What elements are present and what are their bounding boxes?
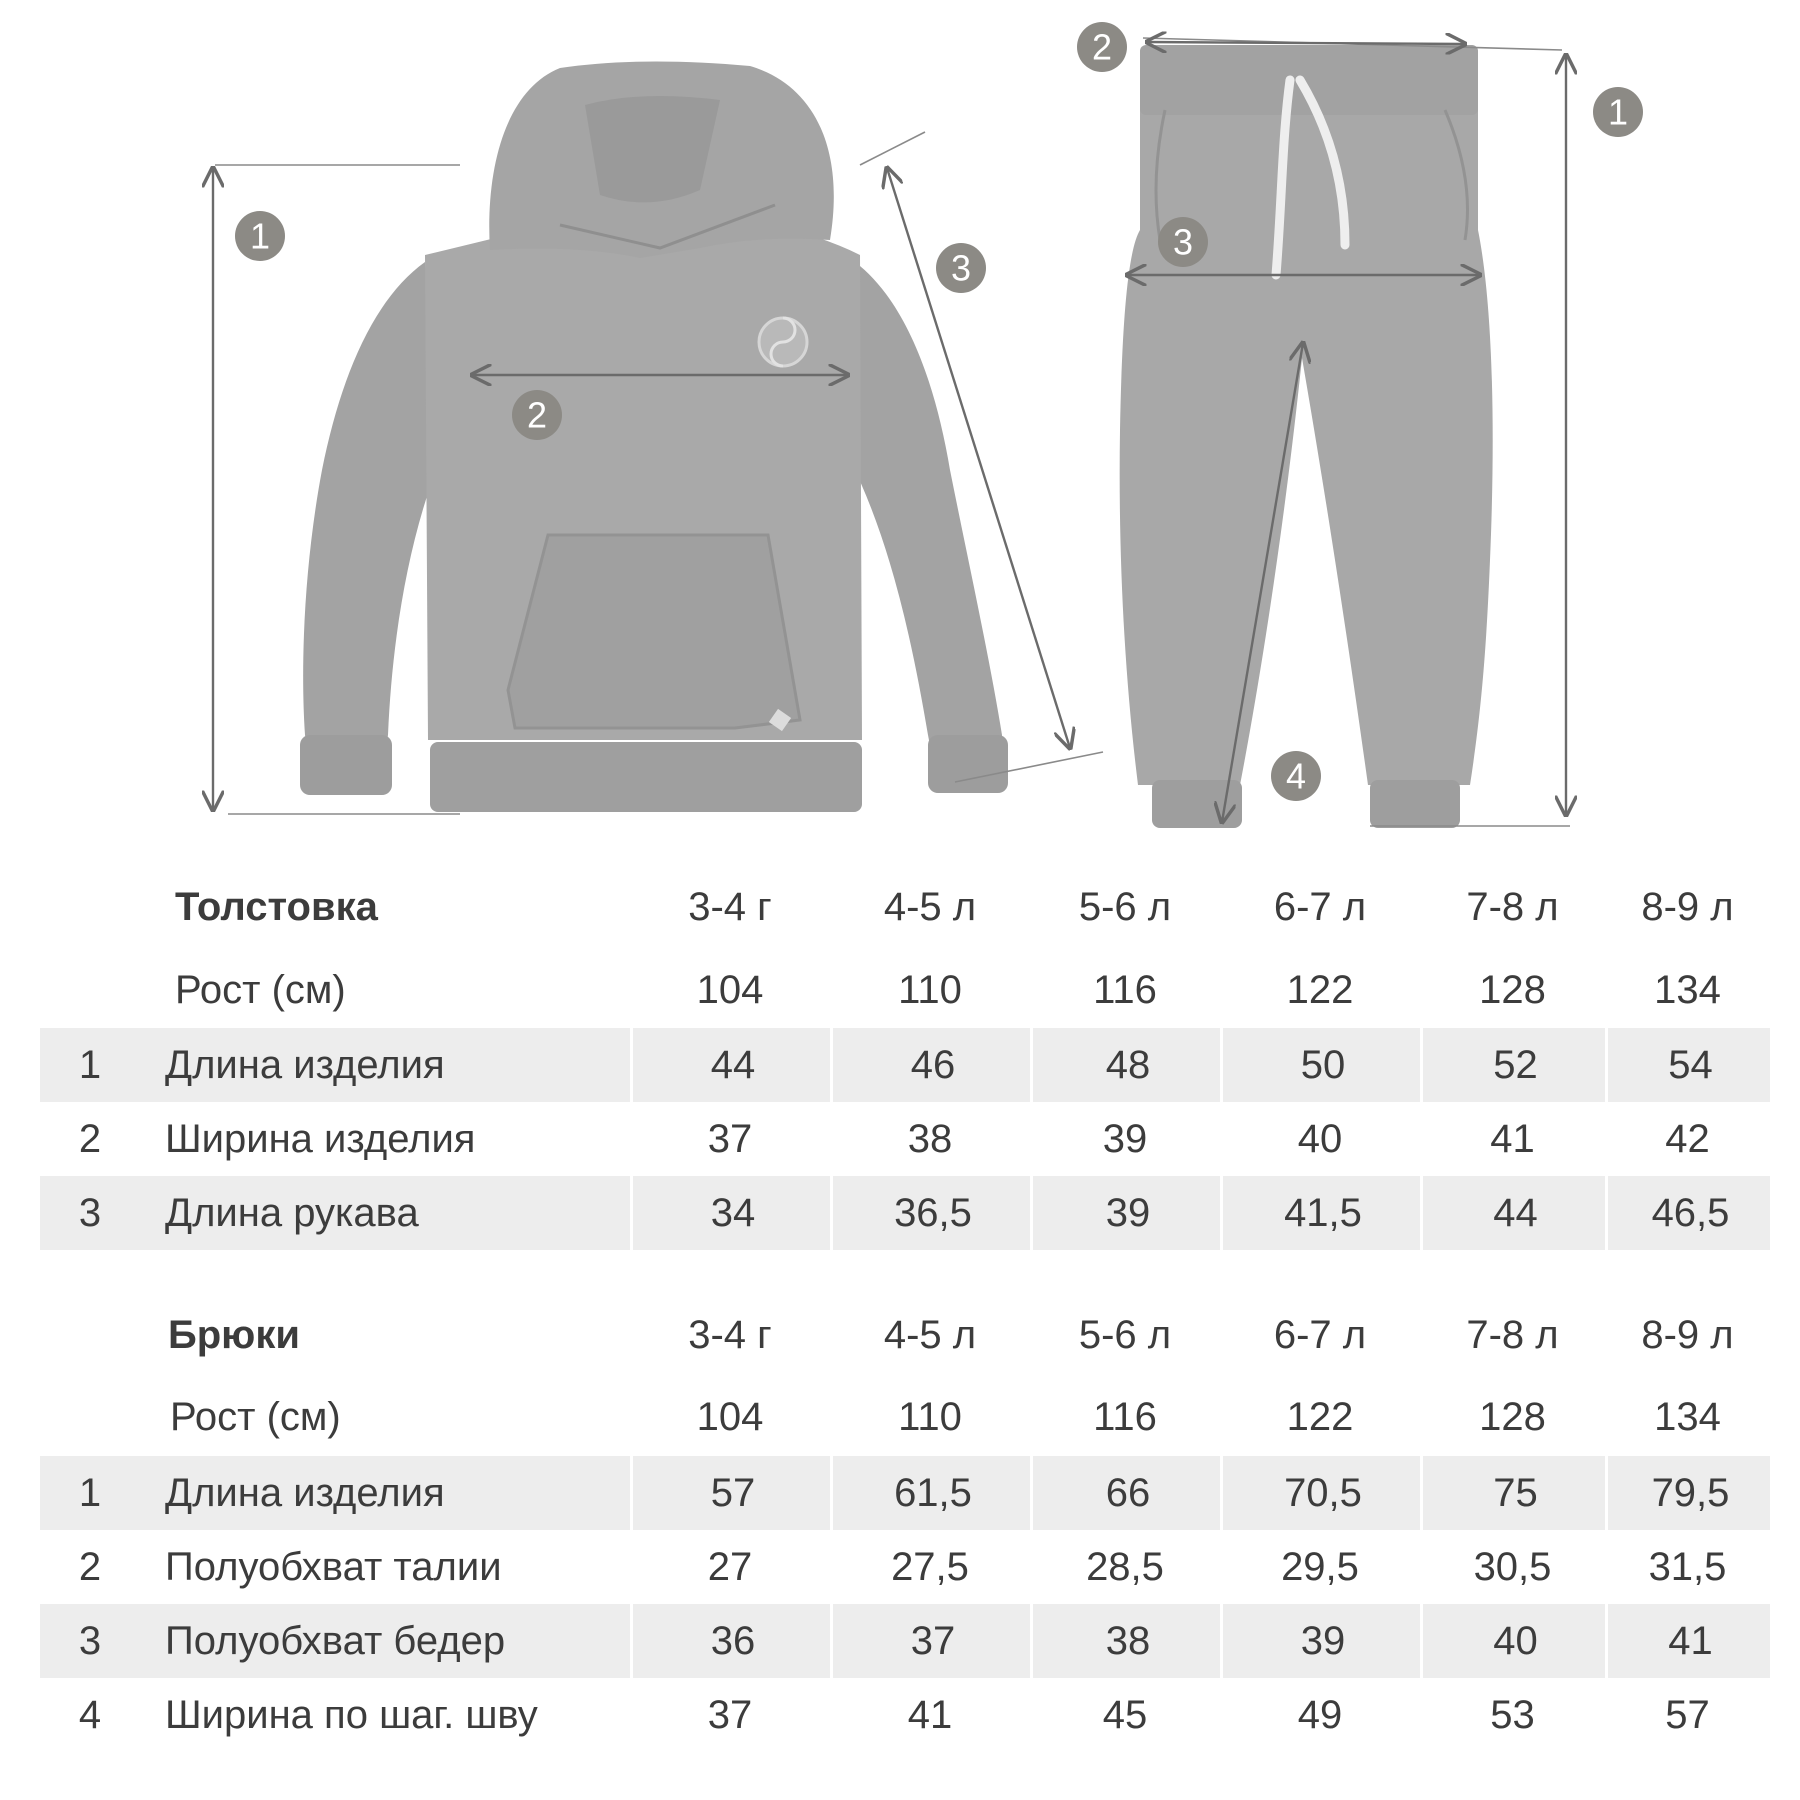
pants-marker-1 — [1593, 87, 1643, 137]
pants-marker-3 — [1158, 217, 1208, 267]
table-cell: 70,5 — [1220, 1456, 1423, 1530]
pants-marker-4 — [1271, 751, 1321, 801]
table-cell: 39 — [1102, 1117, 1148, 1161]
table-cell: 44 — [1420, 1176, 1608, 1250]
hoodie-right-cuff — [928, 735, 1008, 793]
row-label: Ширина по шаг. шву — [165, 1693, 538, 1737]
height-value: 134 — [1654, 968, 1721, 1012]
table-cell: 41 — [1605, 1604, 1773, 1678]
svg-text:2: 2 — [526, 394, 548, 436]
table-cell: 54 — [1605, 1028, 1773, 1102]
pants-waist-line — [1147, 42, 1465, 44]
size-header: 3-4 г — [688, 1313, 772, 1357]
table-cell: 36 — [630, 1604, 833, 1678]
table-cell: 37 — [707, 1117, 753, 1161]
table-cell: 29,5 — [1281, 1545, 1359, 1589]
height-value: 128 — [1479, 1395, 1546, 1439]
hoodie-illustration — [300, 61, 1008, 812]
svg-text:3: 3 — [950, 247, 972, 289]
hoodie-hem — [430, 742, 862, 812]
height-value: 104 — [696, 968, 764, 1012]
table-row — [40, 1604, 1770, 1678]
pants-size-table — [40, 1298, 1770, 1768]
size-header: 5-6 л — [1078, 885, 1172, 929]
hoodie-left-cuff — [300, 735, 392, 795]
size-header: 6-7 л — [1273, 1313, 1367, 1357]
table-cell: 30,5 — [1473, 1545, 1552, 1589]
size-header: 3-4 г — [688, 885, 772, 929]
svg-text:3: 3 — [1172, 221, 1194, 263]
table-cell: 79,5 — [1605, 1456, 1773, 1530]
hoodie-right-sleeve — [850, 262, 1004, 793]
table-cell: 38 — [1030, 1604, 1223, 1678]
table-cell: 49 — [1297, 1693, 1343, 1737]
row-label: Длина рукава — [165, 1191, 419, 1235]
table-cell: 53 — [1490, 1693, 1535, 1737]
table-row — [40, 1102, 1770, 1176]
hoodie-height-row — [40, 953, 1770, 1027]
table-cell: 27,5 — [891, 1545, 969, 1589]
hoodie-marker-3 — [936, 243, 986, 293]
table-cell: 45 — [1102, 1693, 1148, 1737]
table-cell: 57 — [1665, 1693, 1710, 1737]
table-cell: 39 — [1030, 1176, 1223, 1250]
row-label: Ширина изделия — [165, 1117, 476, 1161]
row-label: Длина изделия — [165, 1043, 445, 1087]
table-cell: 31,5 — [1648, 1545, 1727, 1589]
svg-text:1: 1 — [249, 215, 271, 257]
table-cell: 40 — [1297, 1117, 1343, 1161]
table-cell: 52 — [1420, 1028, 1608, 1102]
row-number: 1 — [78, 1043, 102, 1087]
row-number: 2 — [78, 1545, 102, 1589]
size-header: 4-5 л — [883, 1313, 977, 1357]
table-cell: 57 — [630, 1456, 833, 1530]
table-cell: 66 — [1030, 1456, 1223, 1530]
table-cell: 46 — [830, 1028, 1033, 1102]
svg-text:2: 2 — [1091, 26, 1113, 68]
pants-header-row — [40, 1298, 1770, 1372]
height-value: 134 — [1654, 1395, 1721, 1439]
table-cell: 41 — [1490, 1117, 1535, 1161]
pants-body — [1120, 95, 1493, 785]
table-cell: 38 — [907, 1117, 953, 1161]
height-value: 128 — [1479, 968, 1546, 1012]
table-cell: 28,5 — [1086, 1545, 1164, 1589]
size-header: 4-5 л — [883, 885, 977, 929]
table-cell: 61,5 — [830, 1456, 1033, 1530]
row-number: 1 — [78, 1471, 102, 1515]
table-row — [40, 1456, 1770, 1530]
pants-table-title: Брюки — [168, 1313, 300, 1357]
row-number: 3 — [78, 1191, 102, 1235]
table-cell: 42 — [1665, 1117, 1710, 1161]
hoodie-marker-1 — [235, 211, 285, 261]
table-cell: 46,5 — [1605, 1176, 1773, 1250]
pants-height-row — [40, 1380, 1770, 1454]
hoodie-header-row — [40, 870, 1770, 944]
row-number: 4 — [78, 1693, 102, 1737]
table-cell: 40 — [1420, 1604, 1608, 1678]
svg-text:1: 1 — [1607, 91, 1629, 133]
table-cell: 44 — [630, 1028, 833, 1102]
table-row — [40, 1028, 1770, 1102]
table-cell: 75 — [1420, 1456, 1608, 1530]
pants-marker-2 — [1077, 22, 1127, 72]
size-header: 8-9 л — [1641, 885, 1734, 929]
pants-illustration — [1120, 45, 1493, 828]
height-value: 122 — [1286, 968, 1354, 1012]
height-label: Рост (см) — [170, 1395, 341, 1439]
table-row — [40, 1678, 1770, 1752]
height-value: 110 — [898, 968, 962, 1012]
table-row — [40, 1176, 1770, 1250]
hoodie-size-table — [40, 870, 1770, 1260]
size-header: 6-7 л — [1273, 885, 1367, 929]
height-label: Рост (см) — [175, 968, 346, 1012]
size-header: 7-8 л — [1466, 885, 1559, 929]
table-cell: 41 — [907, 1693, 953, 1737]
table-cell: 37 — [830, 1604, 1033, 1678]
height-value: 104 — [696, 1395, 764, 1439]
height-value: 116 — [1093, 968, 1157, 1012]
size-header: 7-8 л — [1466, 1313, 1559, 1357]
table-cell: 37 — [707, 1693, 753, 1737]
row-number: 3 — [78, 1619, 102, 1663]
table-cell: 27 — [707, 1545, 753, 1589]
size-header: 5-6 л — [1078, 1313, 1172, 1357]
hoodie-table-title: Толстовка — [175, 885, 378, 929]
svg-text:4: 4 — [1285, 755, 1307, 797]
table-cell: 39 — [1220, 1604, 1423, 1678]
height-value: 110 — [898, 1395, 962, 1439]
height-value: 122 — [1286, 1395, 1354, 1439]
hoodie-hood-inner — [585, 96, 720, 202]
table-row — [40, 1530, 1770, 1604]
garment-illustration — [0, 0, 1800, 840]
hoodie-pocket — [508, 535, 800, 728]
table-cell: 36,5 — [830, 1176, 1033, 1250]
table-cell: 41,5 — [1220, 1176, 1423, 1250]
pants-right-cuff — [1370, 780, 1460, 828]
row-label: Длина изделия — [165, 1471, 445, 1515]
table-cell: 50 — [1220, 1028, 1423, 1102]
height-value: 116 — [1093, 1395, 1157, 1439]
size-header: 8-9 л — [1641, 1313, 1734, 1357]
row-label: Полуобхват талии — [165, 1545, 502, 1589]
row-label: Полуобхват бедер — [165, 1619, 506, 1663]
hoodie-left-sleeve — [303, 262, 440, 794]
table-cell: 34 — [630, 1176, 833, 1250]
hoodie-marker-2 — [512, 390, 562, 440]
table-cell: 48 — [1030, 1028, 1223, 1102]
row-number: 2 — [78, 1117, 102, 1161]
